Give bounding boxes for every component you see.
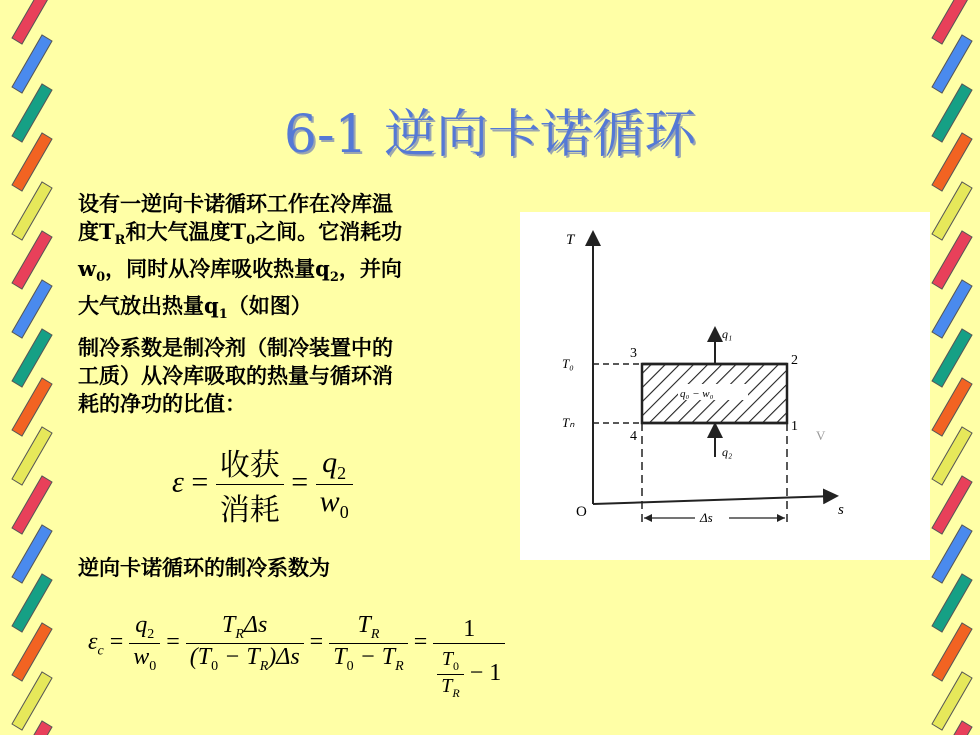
border-stripe — [12, 182, 52, 240]
border-stripe — [12, 280, 52, 338]
x-axis-label: s — [838, 502, 844, 518]
border-stripe — [12, 525, 52, 583]
border-stripe — [12, 623, 52, 681]
border-stripe — [12, 476, 52, 534]
border-stripe — [12, 231, 52, 289]
border-stripe — [932, 574, 972, 632]
point-4-label: 4 — [630, 429, 637, 444]
x-axis — [593, 496, 835, 504]
ts-diagram-svg — [520, 212, 930, 560]
border-stripe — [12, 35, 52, 93]
q1-label: q₁ — [722, 327, 733, 341]
border-stripe — [932, 182, 972, 240]
work-label: q₀ − w₀ — [680, 388, 714, 400]
carnot-cop-formula: $\varepsilon_c$ = $\frac{q_2}{w_0}$ = $\frac{T_R\Delta s}{(T_0 - T_R)\Delta s}$ = $\frac{T_R}{T_0 - T_R}$ = 1 $\frac{T_0}{T_R}$ − 1 — [88, 612, 505, 701]
origin-label: O — [576, 504, 587, 520]
point-1-label: 1 — [791, 419, 798, 434]
tr-label: Tₙ — [562, 415, 575, 430]
point-3-label: 3 — [630, 346, 637, 361]
border-stripe — [932, 378, 972, 436]
q2-label: q₂ — [722, 445, 733, 459]
border-stripe — [12, 329, 52, 387]
border-stripe — [932, 476, 972, 534]
t0-label: T₀ — [562, 356, 574, 371]
border-stripe — [932, 525, 972, 583]
border-stripe — [932, 231, 972, 289]
border-stripe — [932, 329, 972, 387]
border-stripe — [932, 35, 972, 93]
border-stripe — [932, 280, 972, 338]
delta-s-label: Δs — [700, 510, 713, 525]
border-stripe — [932, 623, 972, 681]
border-stripe — [12, 378, 52, 436]
border-stripe — [12, 427, 52, 485]
carnot-cop-caption: 逆向卡诺循环的制冷系数为 — [78, 555, 330, 580]
ts-diagram — [520, 212, 930, 560]
border-stripe — [12, 574, 52, 632]
border-stripe — [932, 427, 972, 485]
point-2-label: 2 — [791, 353, 798, 368]
page-title: 6-1 逆向卡诺循环 — [283, 105, 697, 165]
y-axis-label: T — [566, 232, 575, 248]
definition-paragraph: 制冷系数是制冷剂（制冷装置中的 工质）从冷库吸取的热量与循环消 耗的净功的比值： — [78, 335, 393, 416]
intro-paragraph: 设有一逆向卡诺循环工作在冷库温 度$T_R$和大气温度$T_0$之间。它消耗功 $w_0$，同时从冷库吸收热量$q_2$，并向 大气放出热量$q_1$（如图） — [78, 191, 403, 323]
stray-mark: V — [816, 428, 826, 443]
border-stripe — [932, 672, 972, 730]
border-stripe — [12, 672, 52, 730]
cop-definition-formula: ε = $\frac{\text{收获}}{\text{消耗}}$ = $\frac{q_2}{w_0}$ — [172, 440, 353, 529]
